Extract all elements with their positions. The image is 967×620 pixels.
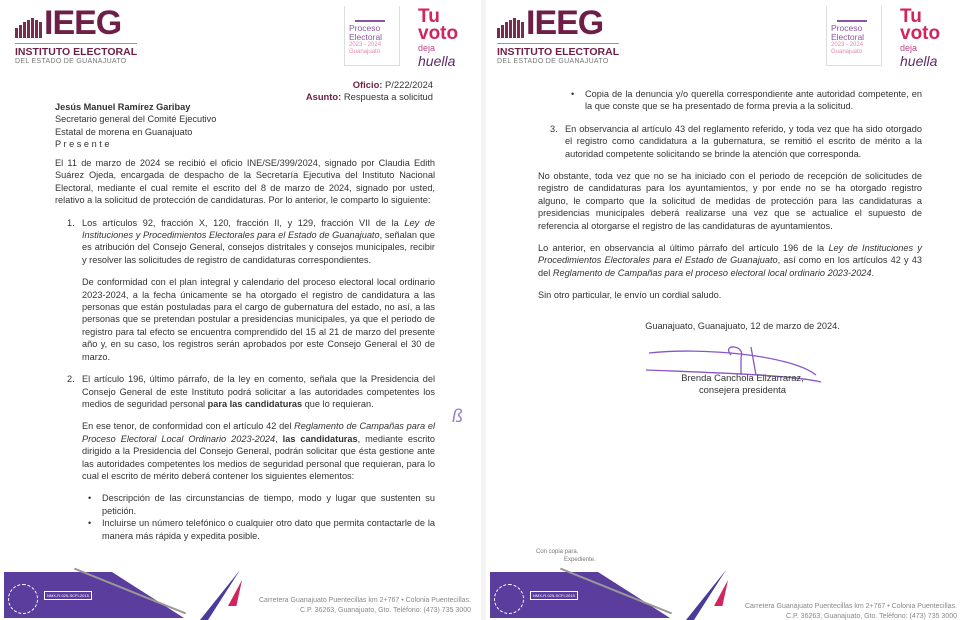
logo-text: Proceso (349, 23, 381, 33)
logo-text: Tu (900, 6, 922, 27)
letter-body-1 (55, 157, 435, 542)
item-number: 3. (550, 123, 558, 134)
logo-text: 2023 - 2024 (349, 42, 382, 48)
signer-block (486, 372, 967, 397)
certification-seal-icon (8, 584, 38, 614)
certification-label: NMX-R-025-SCFI-2015 (530, 591, 578, 600)
ieeg-logo (497, 4, 620, 65)
text: que lo requieran. (302, 398, 374, 409)
logo-text: Electoral (831, 32, 865, 42)
margin-initials: ß (452, 406, 463, 426)
logo-subname: DEL ESTADO DE GUANAJUATO (15, 58, 127, 65)
ieeg-logo (15, 4, 138, 65)
letter-page-1 (0, 0, 481, 620)
signer-title: consejera presidenta (698, 384, 787, 396)
address-line: C.P. 36263, Guanajuato, Gto. Teléfono: (473) 735 3000 (786, 613, 957, 620)
closing: Sin otro particular, le envío un cordial saludo. (538, 290, 722, 301)
page-footer (486, 568, 967, 620)
logo-text: Proceso (831, 23, 863, 33)
cc-block (536, 548, 596, 564)
logo-text: Guanajuato (831, 49, 863, 55)
proceso-electoral-logo (344, 6, 400, 66)
certification-seal-icon (494, 584, 524, 614)
paragraph: En observancia al artículo 43 del reglamento referido, y toda vez que ha sido otorgado el registro como candidatura a la gubernatura, se remitió el escrito de mérito a la autoridad competente solicitando se brinde la atención que corresponda. (565, 123, 922, 159)
logo-name: INSTITUTO ELECTORAL (15, 43, 137, 58)
paragraph: De conformidad con el plan integral y calendario del proceso electoral local ordinario 2023-2024, a la fecha únicamente se ha otorgado el registro de candidatura a las personas que están postuladas para el cargo de gubernatura del estado, no así, a las personas que se pretendan postular a presidencias municipales, ya que el periodo de registro para tal efecto se encuentra comprendido del 15 al 21 de marzo del presente año y, en su caso, los registros serán aprobados por este Consejo General el 30 de marzo. (82, 277, 435, 362)
page-footer (0, 568, 481, 620)
text: . (871, 267, 875, 278)
bullet-item: • Incluirse un número telefónico o cualquier otro dato que permita contactarle de la manera más rápida y expedita posible. (82, 517, 435, 542)
logo-text: huella (418, 53, 456, 69)
bold-text: las candidaturas (282, 433, 358, 444)
logo-text: huella (900, 53, 938, 69)
text: Los artículos 92, fracción X, 120, fracción II, y 129, fracción VII de la (82, 217, 405, 228)
signer-name: Brenda Canchola Elizarraraz, (681, 372, 804, 383)
bullet-item: • Descripción de las circunstancias de tiempo, modo y lugar que sustenten su petición. (82, 492, 435, 517)
logo-text: Electoral (349, 32, 383, 42)
letter-reference (306, 79, 433, 103)
text: El artículo 196, último párrafo, de la ley en comento, señala que la Presidencia del Consejo General de este Instituto podrá solicitar a las autoridades competentes los medios de seguridad personal (82, 374, 435, 409)
proceso-electoral-logo (826, 6, 882, 66)
logo-text: voto (900, 23, 941, 44)
text: , señalan que es atribución del Consejo General, consejos distritales y consejos municipales, recibir y resolver las solicitudes de registro de candidaturas correspondientes. (82, 230, 435, 265)
logo-text: Guanajuato (349, 49, 381, 55)
regulation-title: Reglamento de Campañas para el proceso electoral local ordinario 2023-2024 (552, 267, 872, 278)
presente: P r e s e n t e (55, 139, 110, 150)
address-line: Carretera Guanajuato Puentecillas km 2+767 • Colonia Puentecillas. (259, 597, 471, 604)
tu-voto-logo (900, 8, 940, 68)
logo-name: INSTITUTO ELECTORAL (497, 43, 619, 58)
logo-text: 2023 - 2024 (831, 42, 864, 48)
paragraph: No obstante, toda vez que no se ha iniciado con el periodo de recepción de solicitudes de registro de candidaturas para los ayuntamientos, y por ende no se ha otorgado registro alguno, le comparto que la solicitud de medidas de protección para las candidaturas a presidencias municipales deberá realizarse una vez que se actualice el supuesto de referencia al otorgarse el registro de las candidaturas de ayuntamientos. (538, 171, 922, 231)
tu-voto-logo (418, 8, 458, 68)
recipient-title: Secretario general del Comité Ejecutivo (55, 114, 217, 125)
text: En ese tenor, de conformidad con el artículo 42 del (82, 421, 295, 432)
asunto-label: Asunto: (305, 91, 342, 102)
logo-subname: DEL ESTADO DE GUANAJUATO (497, 58, 609, 65)
address-line: Carretera Guanajuato Puentecillas km 2+767 • Colonia Puentecillas. (745, 603, 957, 610)
recipient-block (55, 101, 435, 151)
list-item-2 (65, 373, 435, 542)
logo-text: deja (418, 43, 436, 53)
logo-acronym: IEEG (44, 4, 122, 42)
oficio-label: Oficio: (352, 79, 383, 90)
recipient-title: Estatal de morena en Guanajuato (55, 126, 193, 137)
law-title: Ley de Instituciones y Procedimientos Electorales para el Estado de Guanajuato (82, 217, 435, 241)
text: , así como en los artículos 42 y 43 del (538, 255, 922, 278)
address-line: C.P. 36263, Guanajuato, Gto. Teléfono: (473) 735 3000 (300, 607, 471, 614)
letter-body-2 (538, 88, 922, 302)
item-number: 2. (67, 374, 75, 385)
oficio-value: P/222/2024 (385, 79, 433, 90)
text: Lo anterior, en observancia al último párrafo del artículo 196 de la (538, 243, 829, 254)
logo-text: deja (900, 43, 918, 53)
list-item-1 (65, 217, 435, 363)
logo-acronym: IEEG (526, 4, 604, 42)
certification-label: NMX-R-025-SCFI-2015 (44, 591, 92, 600)
asunto-value: Respuesta a solicitud (343, 91, 433, 102)
logo-text: voto (418, 23, 459, 44)
regulation-title: Reglamento de Campañas para el Proceso Electoral Local Ordinario 2023-2024 (82, 421, 435, 444)
footer-address (259, 596, 471, 616)
logo-text: Tu (418, 6, 440, 27)
recipient-name: Jesús Manuel Ramírez Garibay (55, 102, 191, 112)
list-item-3 (548, 123, 922, 160)
intro-paragraph: El 11 de marzo de 2024 se recibió el oficio INE/SE/399/2024, signado por Claudia Edith Suárez Ojeda, encargada de despacho de la Secretaría Ejecutiva del Instituto Nacional Electoral, mediante el cual remite el escrito del 8 de marzo de 2024, signado por usted, relativo a la solicitud de protección de candidaturas. Por lo anterior, le comparto lo siguiente: (55, 158, 435, 206)
item-number: 1. (67, 217, 75, 228)
ballot-box-icon (837, 8, 867, 22)
cc-item: Expediente. (564, 557, 596, 563)
ballot-box-icon (355, 8, 385, 22)
text: , (275, 433, 283, 444)
text: , mediante escrito dirigido a la Presidencia del Consejo General, podrán solicitar que ésta gestione ante las autoridades competentes los medios de seguridad personal que requieran, para lo cual el escrito de mérito deberá contener los siguientes elementos: (82, 433, 435, 481)
bold-text: para las candidaturas (207, 398, 303, 409)
footer-address (745, 602, 957, 620)
bullet-item: • Copia de la denuncia y/o querella correspondiente ante autoridad competente, en la que conste que se ha presentado de forma previa a la solicitud. (565, 88, 922, 113)
law-title: Ley de Instituciones y Procedimientos Electorales para el Estado de Guanajuato (538, 243, 922, 266)
place-date: Guanajuato, Guanajuato, 12 de marzo de 2024. (645, 321, 840, 331)
letter-page-2 (486, 0, 967, 620)
cc-label: Con copia para. (536, 549, 579, 555)
